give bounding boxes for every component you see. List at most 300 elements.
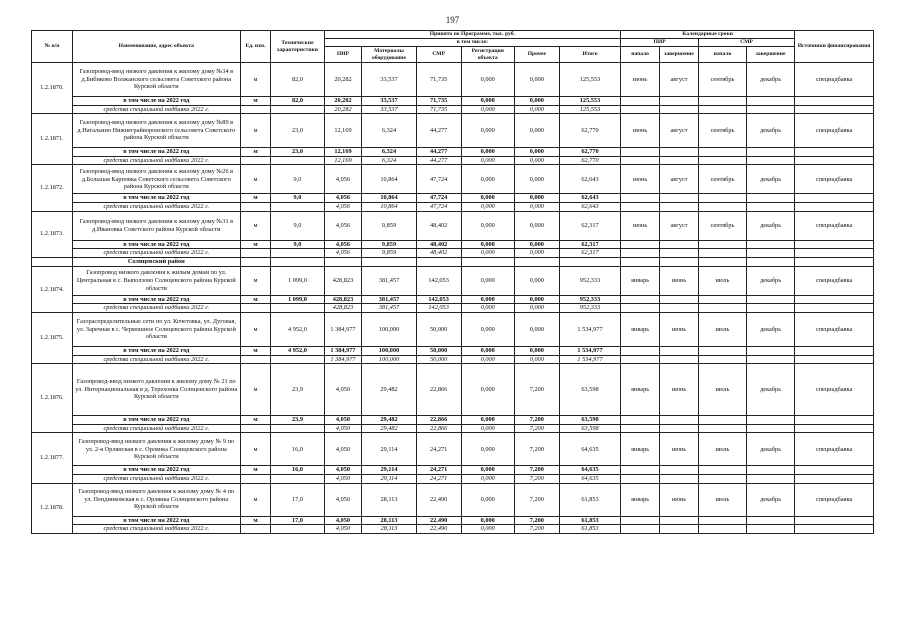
empty-cell (362, 257, 416, 266)
empty-cell (621, 249, 660, 258)
total-value: 62,770 (559, 148, 620, 157)
materials-value: 9,859 (362, 249, 416, 258)
header-calendar: Календарные сроки (621, 31, 795, 39)
empty-cell (621, 97, 660, 106)
unit: м (240, 194, 271, 203)
smr-value: 22,490 (416, 525, 461, 534)
header-num: № п/п (32, 31, 73, 63)
empty-cell (795, 466, 874, 475)
empty-cell (660, 257, 699, 266)
pir-start: январь (621, 312, 660, 346)
tech-value: 82,0 (271, 63, 324, 97)
total-value: 64,635 (559, 474, 620, 483)
pir-start: январь (621, 433, 660, 466)
empty-cell (621, 424, 660, 433)
materials-value: 9,859 (362, 240, 416, 249)
other-value: 0,000 (514, 97, 559, 106)
pir-value: 12,169 (324, 148, 362, 157)
other-value: 7,200 (514, 474, 559, 483)
smr-end: декабрь (747, 114, 795, 148)
table-row (32, 63, 874, 97)
total-value: 64,635 (559, 433, 620, 466)
empty-cell (271, 424, 324, 433)
total-value: 125,553 (559, 105, 620, 114)
pir-value: 4,050 (324, 424, 362, 433)
pir-start: июнь (621, 165, 660, 194)
pir-value: 12,169 (324, 156, 362, 165)
subtotal-label: в том числе на 2022 год (72, 346, 240, 355)
special-allowance-row (32, 355, 874, 364)
object-number: 1.2.1873. (32, 211, 73, 257)
tech-value: 16,0 (271, 466, 324, 475)
other-value: 0,000 (514, 63, 559, 97)
pir-value: 4,050 (324, 483, 362, 516)
materials-value: 100,000 (362, 355, 416, 364)
special-allowance-row (32, 525, 874, 534)
tech-value: 1 099,0 (271, 266, 324, 295)
reg-value: 0,000 (461, 346, 514, 355)
other-value: 0,000 (514, 156, 559, 165)
other-value: 7,200 (514, 433, 559, 466)
tech-value: 82,0 (271, 97, 324, 106)
empty-cell (660, 424, 699, 433)
empty-cell (621, 466, 660, 475)
smr-value: 48,402 (416, 211, 461, 240)
empty-cell (698, 466, 746, 475)
smr-value: 50,000 (416, 346, 461, 355)
empty-cell (660, 525, 699, 534)
header-name: Наименование, адрес объекта (72, 31, 240, 63)
empty-cell (271, 105, 324, 114)
empty-cell (795, 355, 874, 364)
reg-value: 0,000 (461, 433, 514, 466)
header-smr-start: начало (698, 47, 746, 63)
table-body (32, 63, 874, 534)
header-pir-start: начало (621, 47, 660, 63)
other-value: 7,200 (514, 364, 559, 416)
unit: м (240, 466, 271, 475)
pir-value: 4,050 (324, 466, 362, 475)
empty-cell (240, 257, 271, 266)
smr-start: июль (698, 483, 746, 516)
subtotal-label: в том числе на 2022 год (72, 148, 240, 157)
other-value: 0,000 (514, 295, 559, 304)
reg-value: 0,000 (461, 364, 514, 416)
pir-end: август (660, 211, 699, 240)
empty-cell (660, 148, 699, 157)
empty-cell (795, 516, 874, 525)
header-reg: Регистрация объекта (461, 47, 514, 63)
funding-source: спецнадбавка (795, 114, 874, 148)
special-allowance-label: средства специальной надбавки 2022 г. (72, 156, 240, 165)
reg-value: 0,000 (461, 516, 514, 525)
smr-value: 71,735 (416, 105, 461, 114)
header-pir: ПИР (324, 47, 362, 63)
special-allowance-label: средства специальной надбавки 2022 г. (72, 249, 240, 258)
smr-start: сентябрь (698, 165, 746, 194)
pir-value: 4,050 (324, 525, 362, 534)
reg-value: 0,000 (461, 266, 514, 295)
pir-value: 1 384,977 (324, 355, 362, 364)
empty-cell (240, 355, 271, 364)
smr-end: декабрь (747, 483, 795, 516)
total-value: 64,635 (559, 466, 620, 475)
materials-value: 29,114 (362, 433, 416, 466)
empty-cell (698, 240, 746, 249)
empty-cell (795, 105, 874, 114)
pir-start: январь (621, 483, 660, 516)
unit: м (240, 240, 271, 249)
pir-value: 1 384,977 (324, 312, 362, 346)
special-allowance-label: средства специальной надбавки 2022 г. (72, 202, 240, 211)
special-allowance-row (32, 156, 874, 165)
funding-source: спецнадбавка (795, 266, 874, 295)
empty-cell (271, 525, 324, 534)
empty-cell (621, 148, 660, 157)
empty-cell (324, 257, 362, 266)
funding-source: спецнадбавка (795, 63, 874, 97)
pir-end: июнь (660, 433, 699, 466)
other-value: 0,000 (514, 148, 559, 157)
empty-cell (660, 202, 699, 211)
smr-value: 47,724 (416, 202, 461, 211)
empty-cell (271, 474, 324, 483)
empty-cell (795, 304, 874, 313)
object-name: Газопровод-ввод низкого давления к жилому дому № 21 по ул. Интернациональная в д. Терехонка Солнцевского района Курской области (72, 364, 240, 416)
unit: м (240, 416, 271, 425)
special-allowance-label: средства специальной надбавки 2022 г. (72, 105, 240, 114)
pir-end: июнь (660, 266, 699, 295)
empty-cell (621, 355, 660, 364)
smr-value: 71,735 (416, 97, 461, 106)
smr-value: 24,271 (416, 433, 461, 466)
materials-value: 9,859 (362, 211, 416, 240)
pir-end: июнь (660, 364, 699, 416)
special-allowance-label: средства специальной надбавки 2022 г. (72, 474, 240, 483)
pir-value: 4,056 (324, 211, 362, 240)
header-smr: СМР (416, 47, 461, 63)
special-allowance-row (32, 202, 874, 211)
empty-cell (271, 156, 324, 165)
funding-source: спецнадбавка (795, 364, 874, 416)
pir-value: 428,823 (324, 304, 362, 313)
smr-value: 50,000 (416, 312, 461, 346)
smr-value: 48,402 (416, 240, 461, 249)
empty-cell (698, 474, 746, 483)
reg-value: 0,000 (461, 63, 514, 97)
subtotal-label: в том числе на 2022 год (72, 466, 240, 475)
empty-cell (271, 202, 324, 211)
subtotal-row (32, 97, 874, 106)
unit: м (240, 148, 271, 157)
unit: м (240, 114, 271, 148)
smr-value: 22,866 (416, 364, 461, 416)
other-value: 0,000 (514, 114, 559, 148)
smr-end: декабрь (747, 364, 795, 416)
empty-cell (795, 194, 874, 203)
reg-value: 0,000 (461, 165, 514, 194)
empty-cell (660, 295, 699, 304)
materials-value: 29,114 (362, 466, 416, 475)
reg-value: 0,000 (461, 312, 514, 346)
other-value: 7,200 (514, 424, 559, 433)
subtotal-label: в том числе на 2022 год (72, 97, 240, 106)
page-number: 197 (445, 15, 460, 25)
header-pir-end: завершение (660, 47, 699, 63)
reg-value: 0,000 (461, 424, 514, 433)
pir-value: 12,169 (324, 114, 362, 148)
empty-cell (795, 257, 874, 266)
empty-cell (795, 240, 874, 249)
empty-cell (240, 525, 271, 534)
subtotal-row (32, 516, 874, 525)
other-value: 0,000 (514, 266, 559, 295)
empty-cell (795, 474, 874, 483)
funding-source: спецнадбавка (795, 433, 874, 466)
empty-cell (747, 105, 795, 114)
object-name: Газопровод-ввод низкого давления к жилому дому №31 в д.Ивановка Советского района Курской области (72, 211, 240, 240)
materials-value: 6,324 (362, 148, 416, 157)
total-value: 952,333 (559, 304, 620, 313)
other-value: 0,000 (514, 249, 559, 258)
pir-value: 4,056 (324, 165, 362, 194)
header-other: Прочее (514, 47, 559, 63)
empty-cell (240, 474, 271, 483)
unit: м (240, 346, 271, 355)
unit: м (240, 516, 271, 525)
other-value: 0,000 (514, 105, 559, 114)
smr-end: декабрь (747, 312, 795, 346)
total-value: 61,853 (559, 483, 620, 516)
empty-cell (660, 194, 699, 203)
tech-value: 23,0 (271, 148, 324, 157)
reg-value: 0,000 (461, 240, 514, 249)
smr-end: декабрь (747, 433, 795, 466)
other-value: 7,200 (514, 516, 559, 525)
header-cal-pir: ПИР (621, 39, 699, 47)
subtotal-label: в том числе на 2022 год (72, 295, 240, 304)
reg-value: 0,000 (461, 416, 514, 425)
empty-cell (795, 97, 874, 106)
empty-cell (660, 240, 699, 249)
materials-value: 381,457 (362, 304, 416, 313)
tech-value: 17,0 (271, 516, 324, 525)
tech-value: 23,9 (271, 416, 324, 425)
table-row (32, 211, 874, 240)
smr-value: 47,724 (416, 165, 461, 194)
table-row (32, 433, 874, 466)
reg-value: 0,000 (461, 295, 514, 304)
object-name: Газопровод-ввод низкого давления к жилому дому №26 в д.Большая Карповка Советского сельсовета Советского района Курской области (72, 165, 240, 194)
empty-cell (747, 249, 795, 258)
empty-cell (747, 525, 795, 534)
materials-value: 10,864 (362, 194, 416, 203)
other-value: 7,200 (514, 483, 559, 516)
reg-value: 0,000 (461, 97, 514, 106)
materials-value: 28,113 (362, 483, 416, 516)
empty-cell (795, 424, 874, 433)
smr-start: сентябрь (698, 211, 746, 240)
empty-cell (747, 466, 795, 475)
empty-cell (271, 304, 324, 313)
header-smr-end: завершение (747, 47, 795, 63)
other-value: 0,000 (514, 211, 559, 240)
header-materials: Материалы оборудование (362, 47, 416, 63)
smr-value: 22,490 (416, 483, 461, 516)
other-value: 0,000 (514, 240, 559, 249)
empty-cell (514, 257, 559, 266)
total-value: 63,598 (559, 364, 620, 416)
materials-value: 33,537 (362, 63, 416, 97)
empty-cell (795, 346, 874, 355)
materials-value: 100,000 (362, 312, 416, 346)
empty-cell (698, 194, 746, 203)
materials-value: 29,482 (362, 424, 416, 433)
object-name: Газопровод-ввод низкого давления к жилому дому №34 в д.Бибиково Волжанского сельсовета Советского района Курской области (72, 63, 240, 97)
total-value: 1 534,977 (559, 346, 620, 355)
smr-value: 44,277 (416, 156, 461, 165)
total-value: 125,553 (559, 63, 620, 97)
pir-value: 20,282 (324, 105, 362, 114)
special-allowance-label: средства специальной надбавки 2022 г. (72, 304, 240, 313)
empty-cell (621, 516, 660, 525)
funding-source: спецнадбавка (795, 211, 874, 240)
smr-value: 44,277 (416, 114, 461, 148)
special-allowance-row (32, 474, 874, 483)
other-value: 0,000 (514, 165, 559, 194)
empty-cell (698, 105, 746, 114)
empty-cell (747, 148, 795, 157)
special-allowance-label: средства специальной надбавки 2022 г. (72, 525, 240, 534)
object-name: Газопровод-ввод низкого давления к жилому дому №89 в д.Натальино Нижнеграйворонского сельсовета Советского района Курской области (72, 114, 240, 148)
object-name: Газопровод-ввод низкого давления к жилому дому № 9 по ул. 2-я Орлянская в с. Орлянка Солнцевского района Курской области (72, 433, 240, 466)
total-value: 62,317 (559, 211, 620, 240)
pir-start: январь (621, 364, 660, 416)
other-value: 0,000 (514, 312, 559, 346)
unit: м (240, 483, 271, 516)
empty-cell (698, 355, 746, 364)
smr-value: 71,735 (416, 63, 461, 97)
program-table (31, 30, 874, 534)
smr-value: 50,000 (416, 355, 461, 364)
smr-start: июль (698, 312, 746, 346)
tech-value: 16,0 (271, 433, 324, 466)
smr-value: 24,271 (416, 474, 461, 483)
empty-cell (747, 257, 795, 266)
empty-cell (747, 355, 795, 364)
pir-value: 428,823 (324, 295, 362, 304)
object-number: 1.2.1872. (32, 165, 73, 211)
special-allowance-row (32, 249, 874, 258)
materials-value: 100,000 (362, 346, 416, 355)
empty-cell (660, 466, 699, 475)
empty-cell (621, 346, 660, 355)
materials-value: 29,114 (362, 474, 416, 483)
object-name: Газораспределительные сети по ул. Кочетовка, ул. Дуговая, ул. Заречная в с. Чермошное Солнцевского района Курской области (72, 312, 240, 346)
object-number: 1.2.1870. (32, 63, 73, 114)
smr-value: 142,053 (416, 266, 461, 295)
table-row (32, 483, 874, 516)
unit: м (240, 312, 271, 346)
empty-cell (240, 424, 271, 433)
subtotal-label: в том числе на 2022 год (72, 416, 240, 425)
empty-cell (621, 416, 660, 425)
tech-value: 4 952,0 (271, 346, 324, 355)
empty-cell (698, 525, 746, 534)
special-allowance-row (32, 424, 874, 433)
smr-start: июль (698, 266, 746, 295)
tech-value: 9,0 (271, 165, 324, 194)
funding-source: спецнадбавка (795, 312, 874, 346)
pir-value: 428,823 (324, 266, 362, 295)
total-value: 63,598 (559, 424, 620, 433)
total-value: 1 534,977 (559, 312, 620, 346)
empty-cell (747, 156, 795, 165)
empty-cell (621, 304, 660, 313)
empty-cell (698, 202, 746, 211)
object-number: 1.2.1876. (32, 364, 73, 433)
pir-value: 4,056 (324, 194, 362, 203)
funding-source: спецнадбавка (795, 483, 874, 516)
reg-value: 0,000 (461, 466, 514, 475)
pir-value: 20,282 (324, 97, 362, 106)
pir-value: 4,050 (324, 364, 362, 416)
tech-value: 23,0 (271, 114, 324, 148)
subtotal-label: в том числе на 2022 год (72, 516, 240, 525)
empty-cell (795, 148, 874, 157)
table-row (32, 364, 874, 416)
tech-value: 9,0 (271, 194, 324, 203)
empty-cell (698, 295, 746, 304)
pir-end: июнь (660, 483, 699, 516)
district-label: Солнцевский район (72, 257, 240, 266)
reg-value: 0,000 (461, 525, 514, 534)
empty-cell (747, 202, 795, 211)
reg-value: 0,000 (461, 194, 514, 203)
pir-value: 4,050 (324, 516, 362, 525)
smr-start: июль (698, 433, 746, 466)
unit: м (240, 364, 271, 416)
total-value: 1 534,977 (559, 355, 620, 364)
empty-cell (240, 202, 271, 211)
reg-value: 0,000 (461, 156, 514, 165)
total-value: 62,317 (559, 240, 620, 249)
total-value: 61,853 (559, 516, 620, 525)
empty-cell (559, 257, 620, 266)
reg-value: 0,000 (461, 202, 514, 211)
pir-end: июнь (660, 312, 699, 346)
table-row (32, 114, 874, 148)
other-value: 0,000 (514, 355, 559, 364)
total-value: 125,553 (559, 97, 620, 106)
empty-cell (621, 525, 660, 534)
pir-value: 4,056 (324, 240, 362, 249)
smr-end: декабрь (747, 211, 795, 240)
object-number: 1.2.1874. (32, 266, 73, 312)
smr-end: декабрь (747, 165, 795, 194)
unit: м (240, 433, 271, 466)
total-value: 61,853 (559, 525, 620, 534)
other-value: 7,200 (514, 525, 559, 534)
empty-cell (461, 257, 514, 266)
pir-value: 20,282 (324, 63, 362, 97)
subtotal-row (32, 194, 874, 203)
subtotal-label: в том числе на 2022 год (72, 194, 240, 203)
empty-cell (240, 105, 271, 114)
unit: м (240, 266, 271, 295)
pir-start: июнь (621, 114, 660, 148)
object-number: 1.2.1871. (32, 114, 73, 165)
